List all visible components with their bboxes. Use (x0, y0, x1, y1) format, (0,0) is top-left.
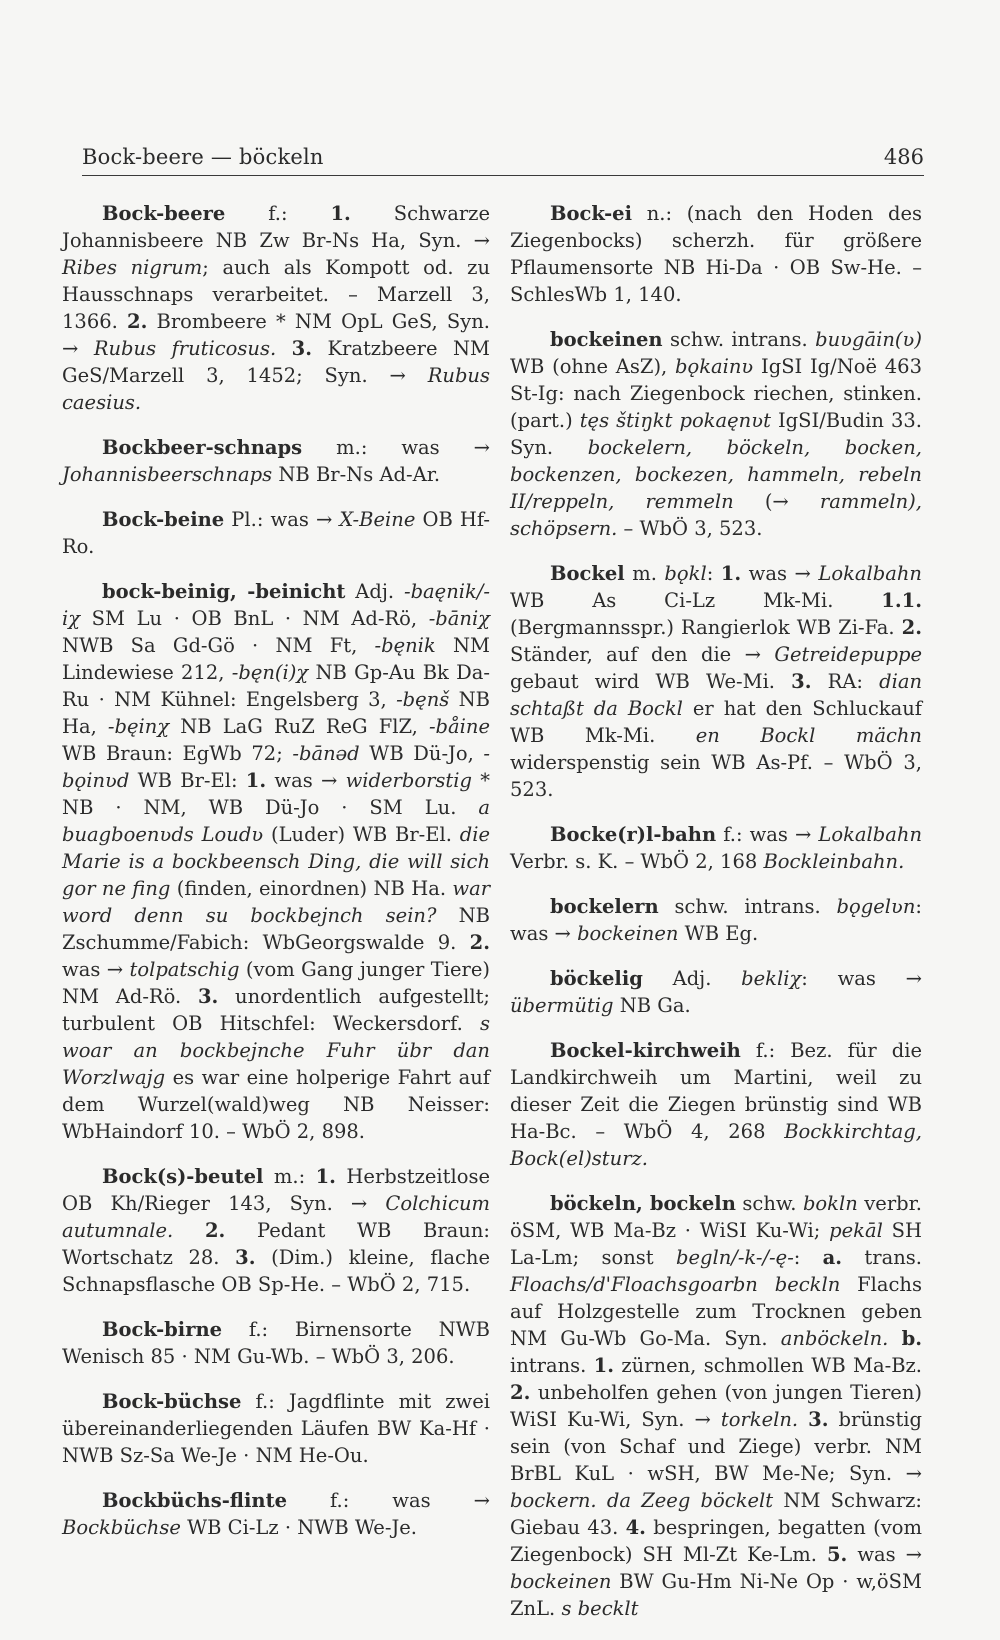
text: WB Br-El: (129, 769, 246, 792)
text: IgSI Ig/Noë 463 St-Ig: nach Ziegenbock riechen, stinken. (part.) (510, 355, 922, 432)
headword: Bockbüchs-flinte (102, 1489, 287, 1512)
entry-bock-beine (62, 506, 490, 560)
text: f.: Jagdflinte mit zwei übereinanderliegenden Läufen BW Ka-Hf · NWB Sz-Sa We-Je · NM He-Ou. (62, 1390, 490, 1467)
sense-number: 5. (826, 1543, 848, 1566)
italic-text: tęs štiŋkt pokaęnʋt (579, 409, 771, 432)
text: f.: was → (716, 823, 819, 846)
text: WB Eg. (678, 922, 759, 945)
text: Pedant WB Braun: Wortschatz 28. (62, 1219, 490, 1269)
text: (Luder) WB Br-El. (263, 823, 460, 846)
text: Flachs auf Holzgestelle zum Trocknen geben NM Gu-Wb Go-Ma. Syn. (510, 1273, 922, 1350)
sense-number: 3. (808, 1408, 829, 1431)
text (597, 1489, 607, 1512)
text (173, 1219, 205, 1242)
italic-text: -bānəd (292, 742, 360, 765)
italic-text: en Bockl mächn (695, 724, 922, 747)
sense-number: 2. (510, 1381, 531, 1404)
italic-text: Rubus fruticosus. (93, 337, 277, 360)
text: WB As Ci-Lz Mk-Mi. (510, 589, 882, 612)
sense-number: 2. (204, 1219, 226, 1242)
headword: Bock-beine (102, 508, 225, 531)
text: NWB Sa Gd-Gö · NM Ft, (62, 634, 375, 657)
italic-text: Rubus caesius. (62, 364, 490, 414)
text: NB Zschumme/Fabich: WbGeorgswalde 9. (62, 904, 491, 954)
text: NB Ha, (62, 688, 490, 738)
italic-text: bockeinen (510, 1570, 612, 1593)
text: (→ (733, 490, 820, 513)
headword: bock-beinig, -beinicht (102, 580, 346, 603)
text: (Dim.) kleine, flache Schnapsflasche OB Sp-He. – WbÖ 2, 715. (62, 1246, 491, 1296)
sense-number: 1. (330, 202, 351, 225)
italic-text: Bockkirchtag, Bock(el)sturz. (510, 1120, 922, 1170)
text: zürnen, schmollen WB Ma-Bz. (614, 1354, 922, 1377)
text: intrans. (510, 1354, 594, 1377)
italic-text: -bęinχ (107, 715, 170, 738)
text: Brombeere * NM OpL GeS, Syn. → (62, 310, 490, 360)
italic-text: bekliχ (741, 967, 802, 990)
text: unordentlich aufgestellt; turbulent OB Hitschfel: Weckersdorf. (62, 985, 491, 1035)
headword: bockeinen (550, 328, 663, 351)
sense-number: a. (822, 1246, 843, 1269)
text: f.: Bez. für die Landkirchweih um Martini, weil zu dieser Zeit die Ziegen brünstig sind WB Ha-Bc. – WbÖ 4, 268 (510, 1039, 922, 1143)
headword: Bockel-kirchweih (550, 1039, 741, 1062)
text: n.: (nach den Hoden des Ziegenbocks) scherzh. für größere Pflaumensorte NB Hi-Da · OB Sw-He. – SchlesWb 1, 140. (510, 202, 922, 306)
italic-text: bokln (802, 1192, 858, 1215)
page-number: 486 (883, 145, 924, 169)
italic-text: bockern. (510, 1489, 597, 1512)
italic-text: Floachs/d'Floachsgoarbn beckln (510, 1273, 841, 1296)
text (276, 337, 291, 360)
text: ; auch als Kompott od. zu Hausschnaps verarbeitet. – Marzell 3, 1366. (62, 256, 490, 333)
italic-text: Johannisbeerschnaps (62, 463, 273, 486)
italic-text: da Zeeg böckelt (606, 1489, 774, 1512)
text: NB Gp-Au Bk Da-Ru · NM Kühnel: Engelsberg 3, (62, 661, 490, 711)
text: Pl.: was → (224, 508, 340, 531)
text: WB Dü-Jo, (359, 742, 484, 765)
text: f.: Birnensorte NWB Wenisch 85 · NM Gu-Wb. – WbÖ 3, 206. (62, 1318, 490, 1368)
entry-bockel (510, 560, 922, 803)
italic-text: s woar an bockbejnche Fuhr übr dan Worzlwajg (62, 1012, 490, 1089)
italic-text: -bāniχ (428, 607, 490, 630)
text: schw. intrans. (658, 895, 837, 918)
text: brünstig sein (von Schaf und Ziege) verbr. NM BrBL KuL · wSH, BW Me-Ne; Syn. → (510, 1408, 922, 1485)
text: m.: (263, 1165, 316, 1188)
sense-number: 3. (291, 337, 312, 360)
text: schw. (735, 1192, 803, 1215)
sense-number: 3. (791, 670, 812, 693)
sense-number: 1.1. (881, 589, 922, 612)
headword: Bockel (550, 562, 625, 585)
italic-text: tolpatschig (129, 958, 240, 981)
text: verbr. öSM, WB Ma-Bz · WiSI Ku-Wi; (510, 1192, 922, 1242)
text: (finden, einordnen) NB Ha. (170, 877, 453, 900)
italic-text: -båine (428, 715, 491, 738)
italic-text: widerborstig (345, 769, 472, 792)
entry-bockel-kirchweih (510, 1037, 922, 1172)
text: was → (741, 562, 819, 585)
italic-text: X-Beine (339, 508, 416, 531)
entry-bockeinen (510, 326, 922, 542)
text: : was → (510, 895, 922, 945)
sense-number: 1. (720, 562, 742, 585)
text: er hat den Schluckauf WB Mk-Mi. (510, 697, 922, 747)
italic-text: Bockleinbahn. (763, 850, 905, 873)
text (888, 1327, 901, 1350)
headword: Bock-beere (102, 202, 226, 225)
entry-boeckelig (510, 965, 922, 1019)
entry-bock-beinig (62, 578, 490, 1145)
text: schw. intrans. (662, 328, 816, 351)
text: was → (62, 958, 130, 981)
text: Kratzbeere NM GeS/Marzell 3, 1452; Syn. → (62, 337, 491, 387)
italic-text: -bǫinʋd (62, 742, 490, 792)
sense-number: 3. (197, 985, 219, 1008)
text: NM Schwarz: Giebau 43. (510, 1489, 922, 1539)
text: WB Ci-Lz · NWB We-Je. (180, 1516, 417, 1539)
sense-number: b. (901, 1327, 922, 1350)
text: unbeholfen gehen (von jungen Tieren) WiSI Ku-Wi, Syn. → (510, 1381, 922, 1431)
right-column (510, 200, 922, 1640)
italic-text: anböckeln. (780, 1327, 889, 1350)
text: NB Ga. (613, 994, 691, 1017)
text: NB LaG RuZ ReG FlZ, (169, 715, 429, 738)
italic-text: Lokalbahn (818, 562, 922, 585)
text: was → (847, 1543, 923, 1566)
italic-text: torkeln. (720, 1408, 799, 1431)
text: * NB · NM, WB Dü-Jo · SM Lu. (62, 769, 491, 819)
italic-text: -bęnik (374, 634, 436, 657)
text: f.: was → (286, 1489, 490, 1512)
text: m.: was → (302, 436, 490, 459)
text: widerspenstig sein WB As-Pf. – WbÖ 3, 523. (510, 751, 922, 801)
running-header (82, 143, 924, 176)
text: Schwarze Johannisbeere NB Zw Br-Ns Ha, Syn. → (62, 202, 490, 252)
entry-bockbeer-schnaps (62, 434, 490, 488)
text: SM Lu · OB BnL · NM Ad-Rö, (80, 607, 429, 630)
entry-bock-s-beutel (62, 1163, 490, 1298)
entry-bockbuechs-flinte (62, 1487, 490, 1541)
headword: Bock-ei (550, 202, 632, 225)
italic-text: pekāl (829, 1219, 883, 1242)
italic-text: rammeln), schöpsern. (510, 490, 922, 540)
italic-text: a buagboenʋds Loudʋ (62, 796, 490, 846)
sense-number: 3. (235, 1246, 256, 1269)
sense-number: 2. (469, 931, 490, 954)
text: f.: (225, 202, 331, 225)
entry-bockelern (510, 893, 922, 947)
text: : (706, 562, 721, 585)
headword: Bockbeer-schnaps (102, 436, 303, 459)
italic-text: -bęnš (396, 688, 450, 711)
text: (Bergmannsspr.) Rangierlok WB Zi-Fa. (510, 616, 902, 639)
headword: böckeln, bockeln (550, 1192, 736, 1215)
text: trans. (842, 1246, 922, 1269)
entry-bock-ei (510, 200, 922, 308)
italic-text: die Marie is a bockbeensch Ding, die will sich gor ne fing (62, 823, 490, 900)
headword: Bocke(r)l-bahn (550, 823, 717, 846)
text: – WbÖ 3, 523. (617, 517, 763, 540)
text: SH La-Lm; sonst (510, 1219, 922, 1269)
sense-number: 1. (245, 769, 267, 792)
entry-bock-birne (62, 1316, 490, 1370)
italic-text: bǫgelʋn (836, 895, 916, 918)
text: Verbr. s. K. – WbÖ 2, 168 (510, 850, 764, 873)
running-header-title: Bock-beere — böckeln (82, 145, 324, 169)
sense-number: 1. (593, 1354, 615, 1377)
text: Adj. (642, 967, 742, 990)
text: Ständer, auf den die → (510, 643, 775, 666)
headword: Bock(s)-beutel (102, 1165, 264, 1188)
italic-text: buʋgāin(ʋ) (815, 328, 922, 351)
sense-number: 2. (901, 616, 922, 639)
italic-text: -baęnik/-iχ (62, 580, 490, 630)
italic-text: Getreidepuppe (774, 643, 922, 666)
italic-text: bockelern, böckeln, bocken, bockenzen, bockezen, hammeln, rebeln II/reppeln, remmeln (510, 436, 922, 513)
entry-boeckeln (510, 1190, 922, 1622)
headword: böckelig (550, 967, 643, 990)
italic-text: Bockbüchse (62, 1516, 181, 1539)
text: : was → (801, 967, 922, 990)
italic-text: -bęn(i)χ (231, 661, 309, 684)
entry-bock-buechse (62, 1388, 490, 1469)
text: WB (ohne AsZ), (510, 355, 675, 378)
text: m. (624, 562, 665, 585)
text: OB Hf-Ro. (62, 508, 490, 558)
italic-text: war word denn su bockbejnch sein? (62, 877, 491, 927)
sense-number: 1. (315, 1165, 336, 1188)
text: BW Gu-Hm Ni-Ne Op · w,öSM ZnL. (510, 1570, 922, 1620)
entry-bocke-r-l-bahn (510, 821, 922, 875)
text: NB Br-Ns Ad-Ar. (272, 463, 441, 486)
italic-text: Colchicum autumnale. (62, 1192, 490, 1242)
headword: Bock-büchse (102, 1390, 242, 1413)
text: Herbstzeitlose OB Kh/Rieger 143, Syn. → (62, 1165, 490, 1215)
text: gebaut wird WB We-Mi. (510, 670, 792, 693)
entry-bock-beere (62, 200, 490, 416)
text: Adj. (345, 580, 404, 603)
italic-text: dian schtaßt da Bockl (510, 670, 922, 720)
text: RA: (811, 670, 880, 693)
sense-number: 4. (625, 1516, 646, 1539)
text: : (793, 1246, 823, 1269)
text: (vom Gang junger Tiere) NM Ad-Rö. (62, 958, 490, 1008)
text: bespringen, begatten (vom Ziegenbock) SH Ml-Zt Ke-Lm. (510, 1516, 922, 1566)
left-column (62, 200, 490, 1559)
italic-text: begln/-k-/-ę- (675, 1246, 794, 1269)
italic-text: übermütig (510, 994, 614, 1017)
headword: bockelern (550, 895, 659, 918)
text: was → (266, 769, 346, 792)
italic-text: bockeinen (577, 922, 679, 945)
text: NM Lindewiese 212, (62, 634, 490, 684)
italic-text: Ribes nigrum (62, 256, 203, 279)
italic-text: bǫkainʋ (674, 355, 754, 378)
sense-number: 2. (127, 310, 148, 333)
text (798, 1408, 808, 1431)
text: WB Braun: EgWb 72; (62, 742, 293, 765)
italic-text: bǫkl (664, 562, 707, 585)
text: IgSI/Budin 33. Syn. (510, 409, 922, 459)
italic-text: s becklt (561, 1597, 639, 1620)
italic-text: Lokalbahn (818, 823, 922, 846)
text: es war eine holperige Fahrt auf dem Wurzel(wald)weg NB Neisser: WbHaindorf 10. – WbÖ 2, 898. (62, 1066, 490, 1143)
headword: Bock-birne (102, 1318, 223, 1341)
